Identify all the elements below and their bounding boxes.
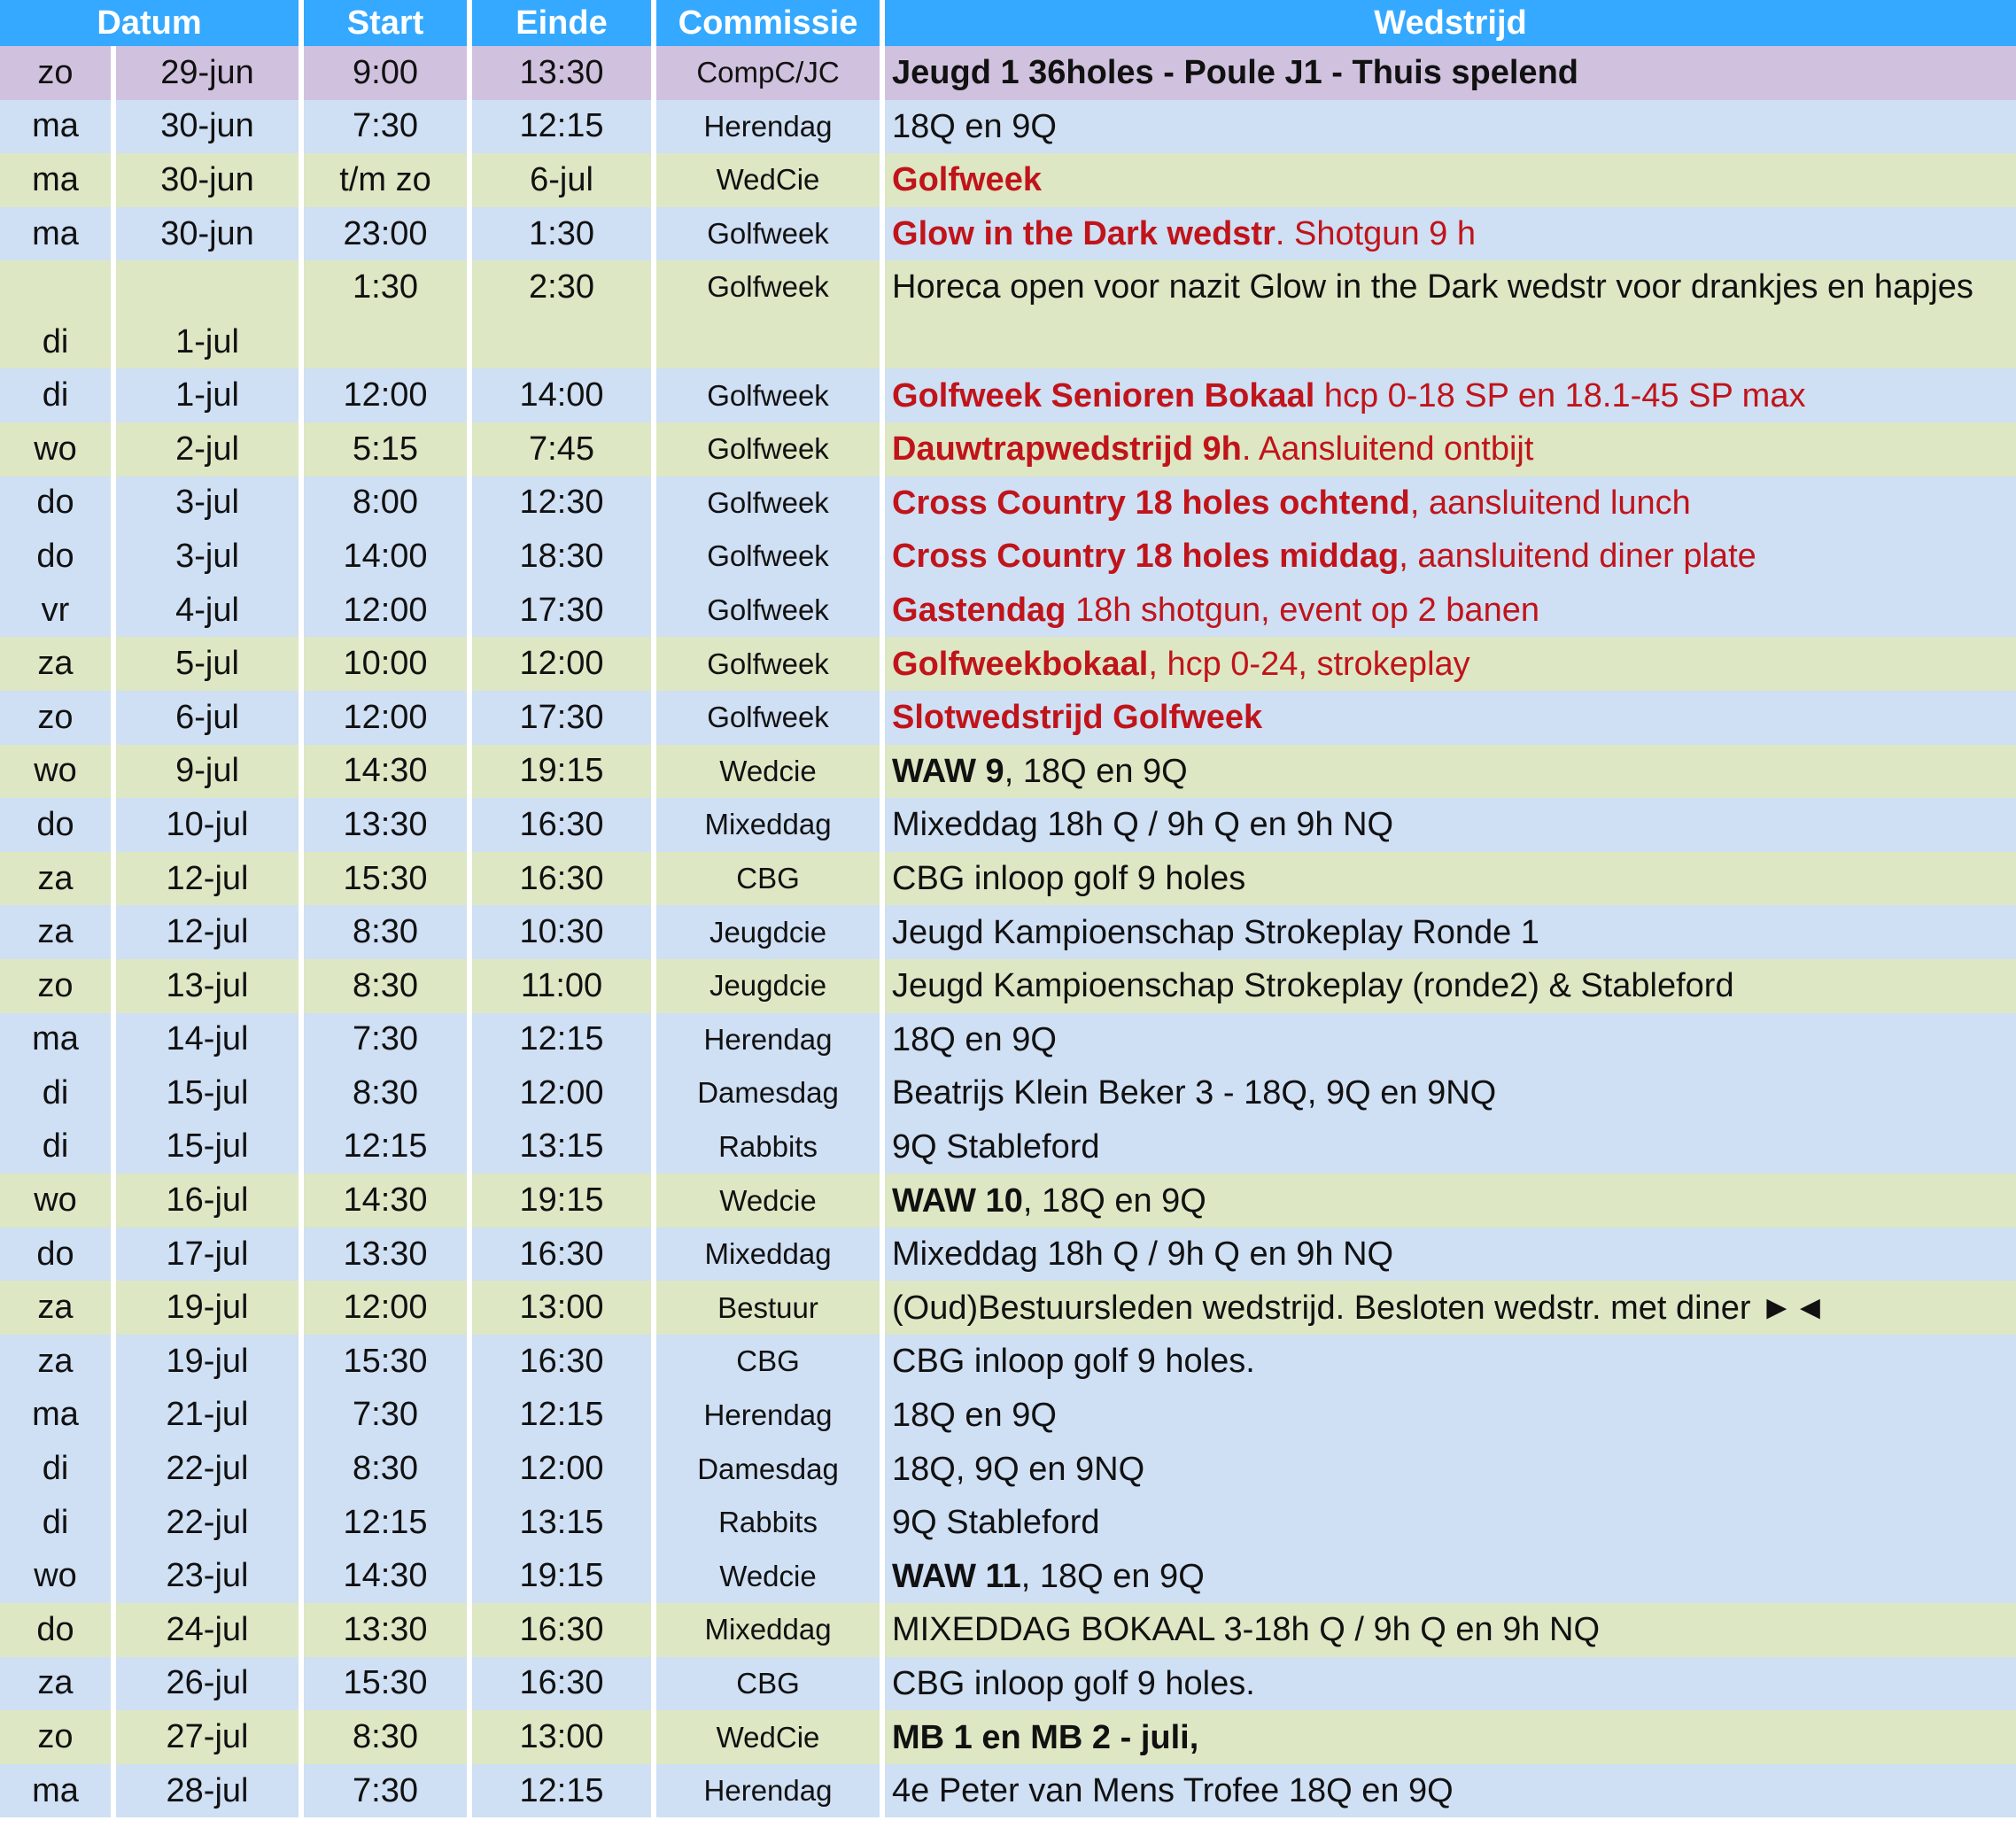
committee-cell: CBG xyxy=(654,1335,882,1389)
start-time-cell: 13:30 xyxy=(301,1603,469,1657)
date-cell: 12-jul xyxy=(113,905,301,959)
committee-cell: Herendag xyxy=(654,1013,882,1067)
event-cell xyxy=(882,100,2016,154)
event-details: 9Q Stableford xyxy=(892,1504,1100,1542)
date-cell: 16-jul xyxy=(113,1173,301,1228)
event-details: Horeca open voor nazit Glow in the Dark wedstr voor drankjes en hapjes xyxy=(892,268,1973,306)
end-time-cell: 19:15 xyxy=(469,1549,654,1603)
end-time-cell: 6-jul xyxy=(469,153,654,207)
date-cell: 6-jul xyxy=(113,691,301,745)
event-cell xyxy=(882,1764,2016,1818)
date-cell: 14-jul xyxy=(113,1013,301,1067)
event-details: , hcp 0-24, strokeplay xyxy=(1148,645,1470,683)
table-row xyxy=(0,46,2016,100)
start-time-cell: 7:30 xyxy=(301,1013,469,1067)
start-time-cell: 14:30 xyxy=(301,1173,469,1228)
header-datum: Datum xyxy=(0,0,301,46)
committee-cell: Herendag xyxy=(654,1389,882,1443)
day-cell: zo xyxy=(0,959,113,1013)
event-details: . Aansluitend ontbijt xyxy=(1241,430,1534,469)
start-time-cell: 8:30 xyxy=(301,959,469,1013)
date-cell: 22-jul xyxy=(113,1496,301,1550)
date-cell: 19-jul xyxy=(113,1281,301,1335)
event-title: WAW 10 xyxy=(892,1181,1023,1220)
event-cell xyxy=(882,959,2016,1013)
end-time-cell: 12:15 xyxy=(469,1764,654,1818)
table-row xyxy=(0,1335,2016,1389)
event-cell xyxy=(882,852,2016,906)
event-cell xyxy=(882,637,2016,691)
day-cell: di xyxy=(0,368,113,422)
day-cell: wo xyxy=(0,745,113,799)
event-cell xyxy=(882,476,2016,531)
day-cell: ma xyxy=(0,207,113,261)
date-cell: 24-jul xyxy=(113,1603,301,1657)
start-time-cell: 9:00 xyxy=(301,46,469,100)
date-cell: 4-jul xyxy=(113,584,301,638)
committee-cell: Golfweek xyxy=(654,530,882,584)
date-cell: 29-jun xyxy=(113,46,301,100)
end-time-cell: 12:00 xyxy=(469,1066,654,1120)
table-row xyxy=(0,1764,2016,1818)
date-cell: 30-jun xyxy=(113,100,301,154)
event-details: 18Q en 9Q xyxy=(892,1396,1057,1434)
date-cell: 27-jul xyxy=(113,1710,301,1764)
day-cell: di xyxy=(0,1120,113,1174)
event-cell xyxy=(882,1281,2016,1335)
event-cell xyxy=(882,1173,2016,1228)
event-title: Cross Country 18 holes ochtend xyxy=(892,484,1410,522)
day-cell: ma xyxy=(0,1389,113,1443)
committee-cell: Damesdag xyxy=(654,1066,882,1120)
end-time-cell: 13:00 xyxy=(469,1710,654,1764)
table-row xyxy=(0,1603,2016,1657)
event-title: MB 1 en MB 2 - juli, xyxy=(892,1718,1199,1756)
table-row xyxy=(0,1173,2016,1228)
start-time-cell: 8:30 xyxy=(301,1066,469,1120)
event-cell xyxy=(882,1228,2016,1282)
table-row xyxy=(0,852,2016,906)
table-row xyxy=(0,422,2016,476)
committee-cell: Golfweek xyxy=(654,260,882,368)
event-details: Jeugd Kampioenschap Strokeplay (ronde2) & Stableford xyxy=(892,967,1734,1005)
event-details: Beatrijs Klein Beker 3 - 18Q, 9Q en 9NQ xyxy=(892,1074,1497,1112)
date-cell: 28-jul xyxy=(113,1764,301,1818)
committee-cell: WedCie xyxy=(654,1710,882,1764)
end-time-cell: 19:15 xyxy=(469,745,654,799)
event-cell xyxy=(882,1496,2016,1550)
date-cell: 1-jul xyxy=(113,260,301,368)
end-time-cell: 13:15 xyxy=(469,1120,654,1174)
event-cell xyxy=(882,530,2016,584)
end-time-cell: 2:30 xyxy=(469,260,654,368)
table-row xyxy=(0,1013,2016,1067)
event-cell xyxy=(882,584,2016,638)
end-time-cell: 16:30 xyxy=(469,1603,654,1657)
day-cell: do xyxy=(0,476,113,531)
table-row xyxy=(0,1549,2016,1603)
day-cell: za xyxy=(0,1281,113,1335)
end-time-cell: 7:45 xyxy=(469,422,654,476)
event-cell xyxy=(882,1389,2016,1443)
table-row xyxy=(0,476,2016,531)
date-cell: 10-jul xyxy=(113,798,301,852)
table-row xyxy=(0,1389,2016,1443)
event-cell xyxy=(882,153,2016,207)
event-details: Jeugd Kampioenschap Strokeplay Ronde 1 xyxy=(892,913,1539,951)
table-row xyxy=(0,153,2016,207)
event-cell xyxy=(882,1710,2016,1764)
start-time-cell: 14:00 xyxy=(301,530,469,584)
end-time-cell: 17:30 xyxy=(469,691,654,745)
table-row xyxy=(0,745,2016,799)
table-row xyxy=(0,905,2016,959)
end-time-cell: 13:30 xyxy=(469,46,654,100)
day-cell: za xyxy=(0,905,113,959)
event-details: 18Q en 9Q xyxy=(892,1020,1057,1058)
day-cell: di xyxy=(0,1066,113,1120)
committee-cell: Wedcie xyxy=(654,1549,882,1603)
table-row xyxy=(0,959,2016,1013)
start-time-cell: 12:00 xyxy=(301,584,469,638)
committee-cell: Golfweek xyxy=(654,368,882,422)
table-header xyxy=(0,0,2016,46)
header-commissie: Commissie xyxy=(654,0,882,46)
event-details: 18Q en 9Q xyxy=(892,107,1057,145)
event-cell xyxy=(882,1603,2016,1657)
committee-cell: WedCie xyxy=(654,153,882,207)
start-time-cell: 12:15 xyxy=(301,1496,469,1550)
event-cell xyxy=(882,260,2016,368)
table-row xyxy=(0,637,2016,691)
table-row xyxy=(0,1281,2016,1335)
committee-cell: Wedcie xyxy=(654,745,882,799)
committee-cell: Wedcie xyxy=(654,1173,882,1228)
committee-cell: Golfweek xyxy=(654,476,882,531)
committee-cell: Golfweek xyxy=(654,691,882,745)
end-time-cell: 12:00 xyxy=(469,1442,654,1496)
committee-cell: Bestuur xyxy=(654,1281,882,1335)
date-cell: 15-jul xyxy=(113,1120,301,1174)
event-details: CBG inloop golf 9 holes xyxy=(892,860,1246,898)
committee-cell: Mixeddag xyxy=(654,1228,882,1282)
date-cell: 5-jul xyxy=(113,637,301,691)
date-cell: 19-jul xyxy=(113,1335,301,1389)
day-cell: do xyxy=(0,798,113,852)
start-time-cell: 15:30 xyxy=(301,1335,469,1389)
start-time-cell: 7:30 xyxy=(301,100,469,154)
committee-cell: Jeugdcie xyxy=(654,959,882,1013)
end-time-cell: 16:30 xyxy=(469,852,654,906)
table-row xyxy=(0,368,2016,422)
event-cell xyxy=(882,1066,2016,1120)
start-time-cell: 12:00 xyxy=(301,691,469,745)
day-cell: do xyxy=(0,1228,113,1282)
start-time-cell: 12:00 xyxy=(301,1281,469,1335)
committee-cell: Damesdag xyxy=(654,1442,882,1496)
table-row xyxy=(0,1496,2016,1550)
start-time-cell: 7:30 xyxy=(301,1764,469,1818)
committee-cell: CBG xyxy=(654,1657,882,1711)
end-time-cell: 10:30 xyxy=(469,905,654,959)
day-cell: wo xyxy=(0,1173,113,1228)
table-row xyxy=(0,1066,2016,1120)
day-cell: ma xyxy=(0,1013,113,1067)
event-cell xyxy=(882,691,2016,745)
end-time-cell: 1:30 xyxy=(469,207,654,261)
committee-cell: CompC/JC xyxy=(654,46,882,100)
date-cell: 9-jul xyxy=(113,745,301,799)
table-row xyxy=(0,584,2016,638)
table-row xyxy=(0,530,2016,584)
header-start: Start xyxy=(301,0,469,46)
day-cell: di xyxy=(0,1496,113,1550)
table-row xyxy=(0,260,2016,368)
end-time-cell: 13:00 xyxy=(469,1281,654,1335)
date-cell: 21-jul xyxy=(113,1389,301,1443)
table-row xyxy=(0,691,2016,745)
start-time-cell: 15:30 xyxy=(301,852,469,906)
date-cell: 3-jul xyxy=(113,476,301,531)
end-time-cell: 12:15 xyxy=(469,1013,654,1067)
end-time-cell: 16:30 xyxy=(469,1228,654,1282)
start-time-cell: 8:30 xyxy=(301,1442,469,1496)
start-time-cell: 14:30 xyxy=(301,1549,469,1603)
event-details: , aansluitend lunch xyxy=(1409,484,1691,522)
start-time-cell: 5:15 xyxy=(301,422,469,476)
day-cell: do xyxy=(0,1603,113,1657)
end-time-cell: 18:30 xyxy=(469,530,654,584)
event-details: 18h shotgun, event op 2 banen xyxy=(1066,592,1539,630)
table-row xyxy=(0,1228,2016,1282)
event-details: Mixeddag 18h Q / 9h Q en 9h NQ xyxy=(892,1235,1394,1274)
start-time-cell: 14:30 xyxy=(301,745,469,799)
day-cell: do xyxy=(0,530,113,584)
start-time-cell: 10:00 xyxy=(301,637,469,691)
day-cell: di xyxy=(0,1442,113,1496)
event-cell xyxy=(882,207,2016,261)
end-time-cell: 12:15 xyxy=(469,100,654,154)
event-cell xyxy=(882,1657,2016,1711)
day-cell: zo xyxy=(0,1710,113,1764)
committee-cell: Rabbits xyxy=(654,1120,882,1174)
end-time-cell: 11:00 xyxy=(469,959,654,1013)
event-cell xyxy=(882,1013,2016,1067)
event-details: hcp 0-18 SP en 18.1-45 SP max xyxy=(1314,376,1806,414)
event-cell xyxy=(882,1120,2016,1174)
event-details: , aansluitend diner plate xyxy=(1399,538,1756,576)
day-cell: wo xyxy=(0,422,113,476)
event-title: Golfweekbokaal xyxy=(892,645,1149,683)
day-cell: di xyxy=(0,260,113,368)
event-title: Cross Country 18 holes middag xyxy=(892,538,1400,576)
committee-cell: Golfweek xyxy=(654,207,882,261)
event-cell xyxy=(882,422,2016,476)
event-details: . Shotgun 9 h xyxy=(1275,215,1476,253)
date-cell: 1-jul xyxy=(113,368,301,422)
day-cell: ma xyxy=(0,153,113,207)
start-time-cell: 8:30 xyxy=(301,905,469,959)
table-row xyxy=(0,1710,2016,1764)
event-cell xyxy=(882,1549,2016,1603)
day-cell: za xyxy=(0,852,113,906)
event-cell xyxy=(882,905,2016,959)
table-row xyxy=(0,207,2016,261)
start-time-cell: 12:15 xyxy=(301,1120,469,1174)
start-time-cell: 1:30 xyxy=(301,260,469,368)
committee-cell: Golfweek xyxy=(654,422,882,476)
end-time-cell: 17:30 xyxy=(469,584,654,638)
start-time-cell: 7:30 xyxy=(301,1389,469,1443)
end-time-cell: 16:30 xyxy=(469,1657,654,1711)
day-cell: za xyxy=(0,637,113,691)
table-body xyxy=(0,46,2016,1817)
date-cell: 12-jul xyxy=(113,852,301,906)
start-time-cell: 8:00 xyxy=(301,476,469,531)
event-cell xyxy=(882,1335,2016,1389)
date-cell: 30-jun xyxy=(113,153,301,207)
date-cell: 26-jul xyxy=(113,1657,301,1711)
header-einde: Einde xyxy=(469,0,654,46)
day-cell: vr xyxy=(0,584,113,638)
start-time-cell: 12:00 xyxy=(301,368,469,422)
event-details: Mixeddag 18h Q / 9h Q en 9h NQ xyxy=(892,806,1394,844)
event-title: Golfweek Senioren Bokaal xyxy=(892,376,1315,414)
date-cell: 30-jun xyxy=(113,207,301,261)
end-time-cell: 19:15 xyxy=(469,1173,654,1228)
date-cell: 22-jul xyxy=(113,1442,301,1496)
date-cell: 13-jul xyxy=(113,959,301,1013)
event-details: , 18Q en 9Q xyxy=(1020,1557,1205,1595)
end-time-cell: 16:30 xyxy=(469,798,654,852)
event-title: WAW 11 xyxy=(892,1557,1021,1595)
date-cell: 15-jul xyxy=(113,1066,301,1120)
table-row xyxy=(0,798,2016,852)
event-title: Slotwedstrijd Golfweek xyxy=(892,699,1263,737)
start-time-cell: 15:30 xyxy=(301,1657,469,1711)
event-details: (Oud)Bestuursleden wedstrijd. Besloten wedstr. met diner ►◄ xyxy=(892,1289,1827,1327)
committee-cell: CBG xyxy=(654,852,882,906)
event-cell xyxy=(882,46,2016,100)
event-cell xyxy=(882,1442,2016,1496)
header-wedstrijd: Wedstrijd xyxy=(882,0,2016,46)
day-cell: za xyxy=(0,1335,113,1389)
end-time-cell: 12:15 xyxy=(469,1389,654,1443)
day-cell: ma xyxy=(0,1764,113,1818)
date-cell: 3-jul xyxy=(113,530,301,584)
event-title: Dauwtrapwedstrijd 9h xyxy=(892,430,1242,469)
end-time-cell: 12:00 xyxy=(469,637,654,691)
event-details: CBG inloop golf 9 holes. xyxy=(892,1343,1255,1381)
day-cell: wo xyxy=(0,1549,113,1603)
start-time-cell: 13:30 xyxy=(301,798,469,852)
start-time-cell: 13:30 xyxy=(301,1228,469,1282)
event-title: Glow in the Dark wedstr xyxy=(892,215,1276,253)
date-cell: 23-jul xyxy=(113,1549,301,1603)
date-cell: 17-jul xyxy=(113,1228,301,1282)
event-title: Jeugd 1 36holes - Poule J1 - Thuis spelend xyxy=(892,54,1578,92)
event-details: 18Q, 9Q en 9NQ xyxy=(892,1450,1145,1488)
day-cell: zo xyxy=(0,46,113,100)
day-cell: zo xyxy=(0,691,113,745)
event-cell xyxy=(882,745,2016,799)
event-details: 4e Peter van Mens Trofee 18Q en 9Q xyxy=(892,1772,1454,1810)
event-title: Gastendag xyxy=(892,592,1066,630)
start-time-cell: 8:30 xyxy=(301,1710,469,1764)
committee-cell: Golfweek xyxy=(654,637,882,691)
committee-cell: Rabbits xyxy=(654,1496,882,1550)
end-time-cell: 16:30 xyxy=(469,1335,654,1389)
end-time-cell: 12:30 xyxy=(469,476,654,531)
event-title: Golfweek xyxy=(892,161,1042,199)
committee-cell: Herendag xyxy=(654,100,882,154)
start-time-cell: t/m zo xyxy=(301,153,469,207)
committee-cell: Mixeddag xyxy=(654,798,882,852)
committee-cell: Herendag xyxy=(654,1764,882,1818)
table-row xyxy=(0,100,2016,154)
event-details: CBG inloop golf 9 holes. xyxy=(892,1664,1255,1702)
end-time-cell: 14:00 xyxy=(469,368,654,422)
table-row xyxy=(0,1120,2016,1174)
start-time-cell: 23:00 xyxy=(301,207,469,261)
event-details: , 18Q en 9Q xyxy=(1004,752,1188,790)
event-cell xyxy=(882,368,2016,422)
event-title: WAW 9 xyxy=(892,752,1004,790)
day-cell: za xyxy=(0,1657,113,1711)
table-row xyxy=(0,1657,2016,1711)
end-time-cell: 13:15 xyxy=(469,1496,654,1550)
table-row xyxy=(0,1442,2016,1496)
event-cell xyxy=(882,798,2016,852)
committee-cell: Golfweek xyxy=(654,584,882,638)
event-details: 9Q Stableford xyxy=(892,1127,1100,1166)
day-cell: ma xyxy=(0,100,113,154)
event-details: MIXEDDAG BOKAAL 3-18h Q / 9h Q en 9h NQ xyxy=(892,1611,1601,1649)
committee-cell: Mixeddag xyxy=(654,1603,882,1657)
event-details: , 18Q en 9Q xyxy=(1022,1181,1206,1220)
date-cell: 2-jul xyxy=(113,422,301,476)
committee-cell: Jeugdcie xyxy=(654,905,882,959)
